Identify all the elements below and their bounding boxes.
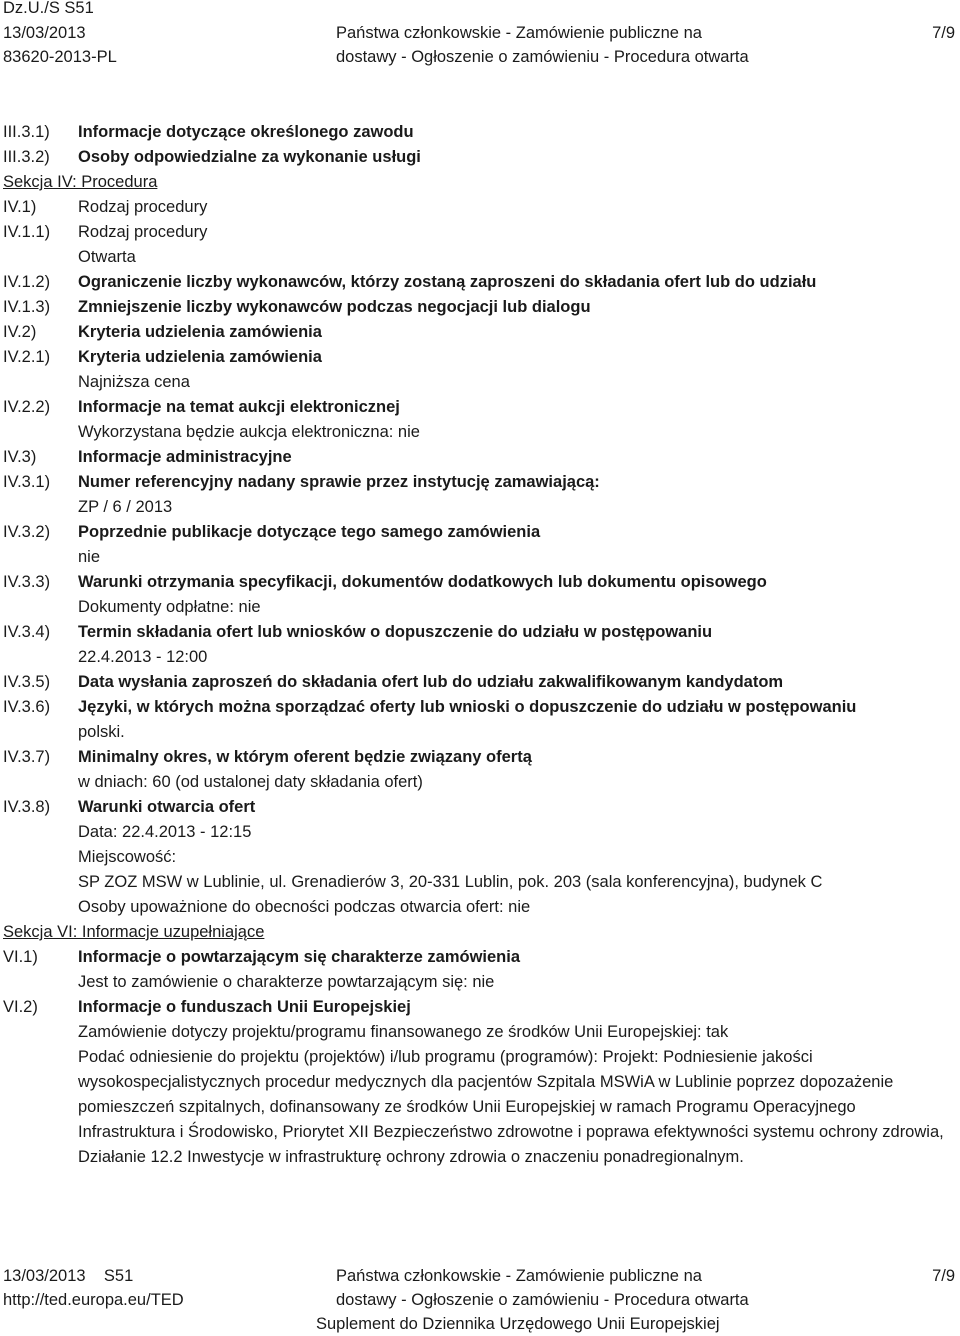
row-number: IV.1) xyxy=(3,198,37,216)
section-heading: Sekcja IV: Procedura xyxy=(3,173,158,191)
row-number: IV.1.1) xyxy=(3,223,51,241)
row-number: IV.2.1) xyxy=(3,348,51,366)
row-value: Najniższa cena xyxy=(78,373,190,391)
row-content xyxy=(78,270,960,295)
row-heading: Języki, w których można sporządzać oferty lub wnioski o dopuszczenie do udziału w postępowaniu xyxy=(78,698,857,716)
journal-ref: Dz.U./S S51 xyxy=(3,0,94,17)
row-number: IV.3) xyxy=(3,448,37,466)
row-content xyxy=(78,220,960,270)
row-value: nie xyxy=(78,548,101,566)
row-heading: Kryteria udzielenia zamówienia xyxy=(78,348,322,366)
row-value: Zamówienie dotyczy projektu/programu finansowanego ze środków Unii Europejskiej: tak xyxy=(78,1023,729,1041)
row-number: IV.3.6) xyxy=(3,698,51,716)
row-heading: Informacje dotyczące określonego zawodu xyxy=(78,123,414,141)
notice-row xyxy=(0,670,960,695)
row-number: IV.3.7) xyxy=(3,748,51,766)
row-heading: Informacje o funduszach Unii Europejskiej xyxy=(78,998,411,1016)
header-page-number: 7/9 xyxy=(932,24,955,42)
row-content xyxy=(78,445,960,470)
row-number: III.3.1) xyxy=(3,123,50,141)
notice-row xyxy=(0,520,960,570)
row-content xyxy=(78,320,960,345)
notice-row xyxy=(0,695,960,745)
notice-row xyxy=(0,395,960,445)
notice-row xyxy=(0,570,960,620)
footer-page-number: 7/9 xyxy=(932,1267,955,1285)
notice-row xyxy=(0,320,960,345)
row-number: IV.2.2) xyxy=(3,398,51,416)
row-number: IV.3.4) xyxy=(3,623,51,641)
row-value: 22.4.2013 - 12:00 xyxy=(78,648,208,666)
row-content xyxy=(78,395,960,445)
row-content xyxy=(78,745,960,795)
notice-row xyxy=(0,345,960,395)
notice-row xyxy=(0,270,960,295)
row-content xyxy=(78,145,960,170)
notice-row xyxy=(0,745,960,795)
row-number: IV.3.2) xyxy=(3,523,51,541)
row-heading: Informacje na temat aukcji elektronicznej xyxy=(78,398,400,416)
row-heading: Informacje o powtarzającym się charakterze zamówienia xyxy=(78,948,521,966)
row-heading: Ograniczenie liczby wykonawców, którzy zostaną zaproszeni do składania ofert lub do udziału xyxy=(78,273,817,291)
row-value: w dniach: 60 (od ustalonej daty składania ofert) xyxy=(78,773,423,791)
row-heading: Termin składania ofert lub wniosków o dopuszczenie do udziału w postępowaniu xyxy=(78,623,713,641)
footer-date-issue: 13/03/2013 S51 xyxy=(3,1267,134,1285)
row-heading: Kryteria udzielenia zamówienia xyxy=(78,323,322,341)
row-content xyxy=(78,620,960,670)
row-content xyxy=(78,945,960,995)
row-number: VI.1) xyxy=(3,948,38,966)
notice-row xyxy=(0,445,960,470)
row-heading: Data wysłania zaproszeń do składania ofert lub do udziału zakwalifikowanym kandydatom xyxy=(78,673,784,691)
row-value: Jest to zamówienie o charakterze powtarzającym się: nie xyxy=(78,973,495,991)
row-value: Osoby upoważnione do obecności podczas otwarcia ofert: nie xyxy=(78,898,531,916)
row-number: IV.1.3) xyxy=(3,298,51,316)
footer-url-link[interactable]: http://ted.europa.eu/TED xyxy=(3,1291,184,1309)
row-content xyxy=(78,120,960,145)
row-content xyxy=(78,470,960,520)
row-heading: Warunki otrzymania specyfikacji, dokumentów dodatkowych lub dokumentu opisowego xyxy=(78,573,767,591)
header-title-line1: Państwa członkowskie - Zamówienie publiczne na xyxy=(336,24,702,42)
row-content xyxy=(78,670,960,695)
row-content xyxy=(78,295,960,320)
footer-title-line2: dostawy - Ogłoszenie o zamówieniu - Procedura otwarta xyxy=(336,1291,749,1309)
row-content xyxy=(78,695,960,745)
page-footer xyxy=(0,1260,960,1334)
row-number: IV.1.2) xyxy=(3,273,51,291)
row-heading: Numer referencyjny nadany sprawie przez instytucję zamawiającą: xyxy=(78,473,600,491)
row-number: IV.3.3) xyxy=(3,573,51,591)
row-heading: Informacje administracyjne xyxy=(78,448,292,466)
notice-row xyxy=(0,295,960,320)
row-value: Wykorzystana będzie aukcja elektroniczna: nie xyxy=(78,423,420,441)
row-value: Dokumenty odpłatne: nie xyxy=(78,598,261,616)
row-heading: Rodzaj procedury xyxy=(78,198,208,216)
row-value: SP ZOZ MSW w Lublinie, ul. Grenadierów 3, 20-331 Lublin, pok. 203 (sala konferencyjna), budynek C xyxy=(78,873,823,891)
row-value: Miejscowość: xyxy=(78,848,177,866)
header-date: 13/03/2013 xyxy=(3,24,86,42)
footer-supplement: Suplement do Dziennika Urzędowego Unii Europejskiej xyxy=(316,1315,720,1333)
row-content xyxy=(78,795,960,920)
notice-row xyxy=(0,470,960,520)
page-header xyxy=(0,0,960,72)
row-content xyxy=(78,520,960,570)
notice-row xyxy=(0,145,960,170)
row-number: IV.2) xyxy=(3,323,37,341)
row-number: VI.2) xyxy=(3,998,38,1016)
header-title-line2: dostawy - Ogłoszenie o zamówieniu - Procedura otwarta xyxy=(336,48,749,66)
row-content xyxy=(78,345,960,395)
row-number: IV.3.5) xyxy=(3,673,51,691)
row-value: Podać odniesienie do projektu (projektów) i/lub programu (programów): Projekt: Podniesienie jakości wysokospecjalistycznych procedur medycznych dla pacjentów Szpitala MSWiA w Lublinie poprzez dopozażenie pomieszczeń szpitalnych, dofinansowany ze środków Unii Europejskiej w ramach Programu Operacyjnego Infrastruktura i Środowisko, Priorytet XII Bezpieczeństwo zdrowotne i poprawa efektywności systemu ochrony zdrowia, Działanie 12.2 Inwestycje w infrastrukturę ochrony zdrowia o znaczeniu ponadregionalnym. xyxy=(78,1048,944,1166)
section-heading: Sekcja VI: Informacje uzupełniające xyxy=(3,923,265,941)
document-id: 83620-2013-PL xyxy=(3,48,117,66)
row-number: IV.3.1) xyxy=(3,473,51,491)
row-content xyxy=(78,995,960,1170)
notice-row xyxy=(0,995,960,1170)
row-heading: Poprzednie publikacje dotyczące tego samego zamówienia xyxy=(78,523,541,541)
row-heading: Minimalny okres, w którym oferent będzie związany ofertą xyxy=(78,748,532,766)
footer-title-line1: Państwa członkowskie - Zamówienie publiczne na xyxy=(336,1267,702,1285)
row-number: III.3.2) xyxy=(3,148,50,166)
row-value: Otwarta xyxy=(78,248,136,266)
row-number: IV.3.8) xyxy=(3,798,51,816)
row-heading: Zmniejszenie liczby wykonawców podczas negocjacji lub dialogu xyxy=(78,298,591,316)
row-heading: Warunki otwarcia ofert xyxy=(78,798,256,816)
row-value: Data: 22.4.2013 - 12:15 xyxy=(78,823,252,841)
notice-row xyxy=(0,945,960,995)
row-heading: Osoby odpowiedzialne za wykonanie usługi xyxy=(78,148,421,166)
notice-row xyxy=(0,220,960,270)
row-heading: Rodzaj procedury xyxy=(78,223,208,241)
row-value: polski. xyxy=(78,723,125,741)
row-value: ZP / 6 / 2013 xyxy=(78,498,173,516)
notice-row xyxy=(0,795,960,920)
notice-row xyxy=(0,620,960,670)
row-content xyxy=(78,195,960,220)
notice-row xyxy=(0,120,960,145)
row-content xyxy=(78,570,960,620)
notice-row xyxy=(0,195,960,220)
notice-body xyxy=(0,120,960,1170)
